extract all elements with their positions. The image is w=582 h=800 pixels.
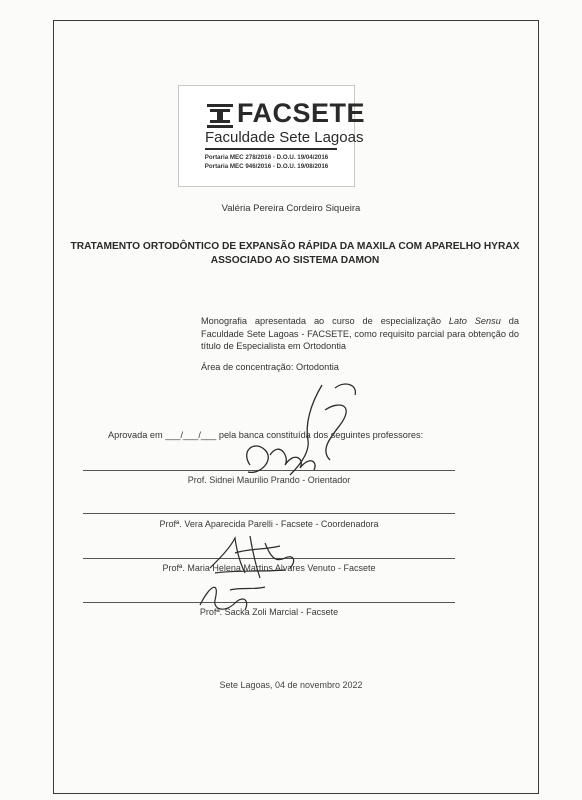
committee-member-1: Prof. Sidnei Maurilio Prando - Orientador bbox=[187, 475, 351, 485]
signature-line-4 bbox=[83, 602, 455, 603]
logo-divider bbox=[205, 148, 337, 150]
approval-statement: Aprovada em ___/___/___ pela banca constituída dos seguintes professores: bbox=[108, 430, 424, 440]
thesis-description bbox=[201, 315, 519, 353]
logo-subtitle: Faculdade Sete Lagoas bbox=[205, 129, 364, 146]
signature-line-2 bbox=[83, 513, 455, 514]
logo-portaria-1: Portaria MEC 278/2016 - D.O.U. 19/04/2016 bbox=[204, 154, 329, 161]
committee-member-2: Profª. Vera Aparecida Parelli - Facsete - Coordenadora bbox=[159, 519, 379, 529]
logo-brand: FACSETE bbox=[237, 98, 366, 128]
signature-line-3 bbox=[83, 558, 455, 559]
logo-portaria-2: Portaria MEC 946/2016 - D.O.U. 19/08/2016 bbox=[204, 163, 329, 170]
committee-member-3: Profª. Maria Helena Martins Alvares Venuto - Facsete bbox=[162, 563, 376, 573]
place-and-date: Sete Lagoas, 04 de novembro 2022 bbox=[219, 680, 363, 690]
facsete-emblem-icon bbox=[207, 104, 233, 128]
facsete-logo bbox=[178, 85, 366, 187]
thesis-title: TRATAMENTO ORTODÔNTICO DE EXPANSÃO RÁPIDA DA MAXILA COM APARELHO HYRAX ASSOCIADO AO SISTEMA DAMON bbox=[70, 241, 520, 266]
description-text-start: Monografia apresentada ao curso de especialização bbox=[201, 316, 449, 326]
description-italic: Lato Sensu bbox=[448, 316, 501, 326]
concentration-area: Área de concentração: Ortodontia bbox=[201, 362, 339, 372]
author-name: Valéria Pereira Cordeiro Siqueira bbox=[221, 203, 361, 214]
signature-line-1 bbox=[83, 470, 455, 471]
description-text-end: da Faculdade Sete Lagoas - FACSETE, como requisito parcial para obtenção do título de Especialista em Ortodontia bbox=[201, 316, 519, 351]
committee-member-4: Profª. Sacka Zoli Marcial - Facsete bbox=[199, 607, 339, 617]
